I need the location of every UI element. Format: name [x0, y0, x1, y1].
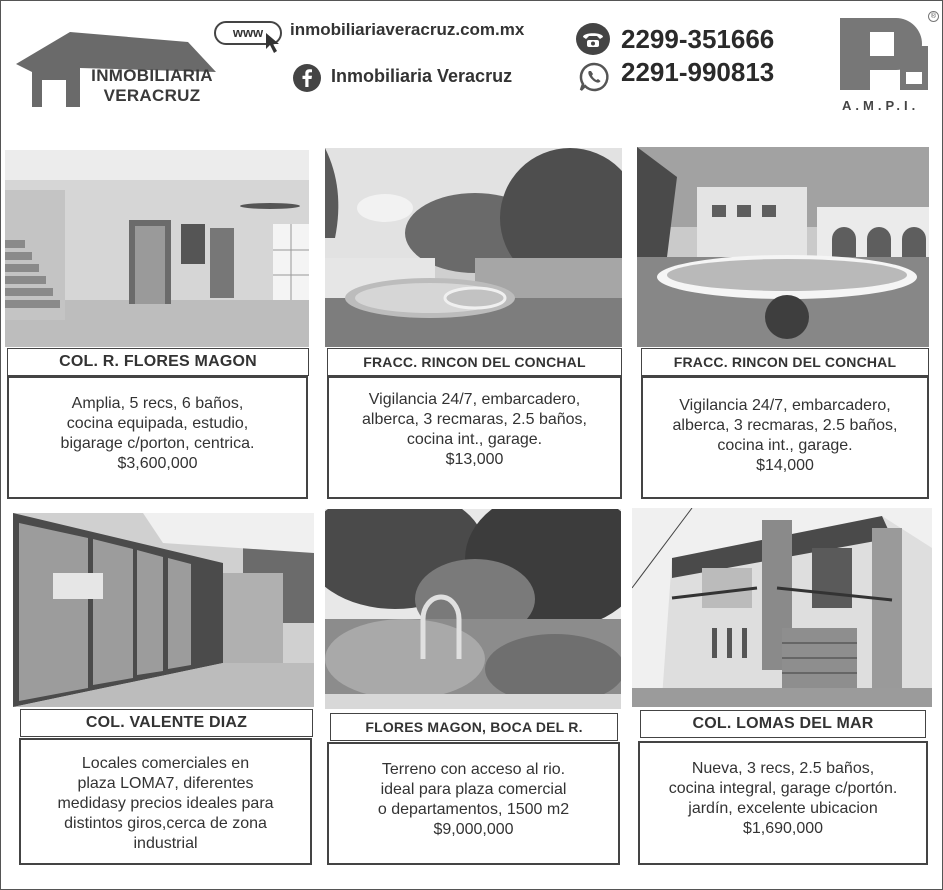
listing-title: FRACC. RINCON DEL CONCHAL: [327, 348, 622, 376]
listing-title: COL. VALENTE DIAZ: [20, 709, 313, 737]
registered-mark: ®: [928, 11, 939, 22]
description-line: Nueva, 3 recs, 2.5 baños,: [691, 760, 875, 777]
description-line: alberca, 3 recmaras, 2.5 baños,: [672, 417, 898, 434]
ampi-logo-icon: [840, 18, 928, 95]
www-badge: www: [214, 21, 282, 45]
description-line: bigarage c/porton, centrica.: [60, 435, 255, 452]
description-line: cocina int., garage.: [717, 437, 853, 454]
listing-price: $1,690,000: [742, 820, 824, 837]
description-line: Terreno con acceso al rio.: [381, 761, 566, 778]
description-line: industrial: [133, 835, 198, 852]
listing-price: $3,600,000: [117, 455, 198, 472]
description-line: plaza LOMA7, diferentes: [77, 775, 254, 792]
listing-photo-pool: [325, 148, 622, 347]
whatsapp-number[interactable]: 2291-990813: [621, 57, 775, 87]
listing-title: COL. LOMAS DEL MAR: [640, 710, 926, 738]
description-line: medidasy precios ideales para: [57, 795, 274, 812]
listing-photo-land: [325, 509, 621, 709]
description-line: Vigilancia 24/7, embarcadero,: [679, 397, 891, 414]
website-link[interactable]: inmobiliariaveracruz.com.mx: [290, 20, 525, 39]
listing-price: $13,000: [445, 451, 504, 468]
listing-title: COL. R. FLORES MAGON: [7, 348, 309, 376]
description-line: cocina integral, garage c/portón.: [668, 780, 898, 797]
whatsapp-icon: [578, 61, 610, 98]
description-line: Locales comerciales en: [81, 755, 250, 772]
facebook-page-name[interactable]: Inmobiliaria Veracruz: [331, 66, 513, 86]
listing-photo-condo: [637, 147, 929, 347]
listing-title: FLORES MAGON, BOCA DEL R.: [330, 713, 618, 741]
cursor-icon: [265, 32, 283, 59]
listing-price: $14,000: [756, 457, 814, 474]
listing-description: [19, 738, 312, 865]
listing-title: FRACC. RINCON DEL CONCHAL: [641, 348, 929, 376]
logo-line-1: INMOBILIARIA: [91, 66, 213, 85]
description-line: alberca, 3 recmaras, 2.5 baños,: [361, 411, 587, 428]
description-line: Vigilancia 24/7, embarcadero,: [368, 391, 581, 408]
listing-description: [641, 376, 929, 499]
listing-description: [327, 376, 622, 499]
description-line: cocina int., garage.: [406, 431, 543, 448]
listing-description: [7, 376, 308, 499]
description-line: o departamentos, 1500 m2: [377, 801, 570, 818]
description-line: ideal para plaza comercial: [380, 781, 567, 798]
listing-price: $9,000,000: [433, 821, 514, 838]
listing-photo-interior: [5, 150, 309, 347]
phone-number[interactable]: 2299-351666: [621, 24, 775, 54]
description-line: cocina equipada, estudio,: [66, 415, 249, 432]
listing-photo-commercial: [13, 513, 314, 707]
listing-description: [327, 742, 620, 865]
ampi-label: A.M.P.I.: [842, 98, 920, 113]
description-line: jardín, excelente ubicacion: [688, 800, 878, 817]
listing-photo-house: [632, 508, 932, 707]
listing-description: [638, 741, 928, 865]
phone-icon: [575, 22, 611, 61]
description-line: distintos giros,cerca de zona: [64, 815, 267, 832]
facebook-icon: [292, 63, 322, 98]
company-logo-text: [82, 66, 222, 106]
logo-line-2: VERACRUZ: [103, 86, 201, 105]
description-line: Amplia, 5 recs, 6 baños,: [71, 395, 244, 412]
